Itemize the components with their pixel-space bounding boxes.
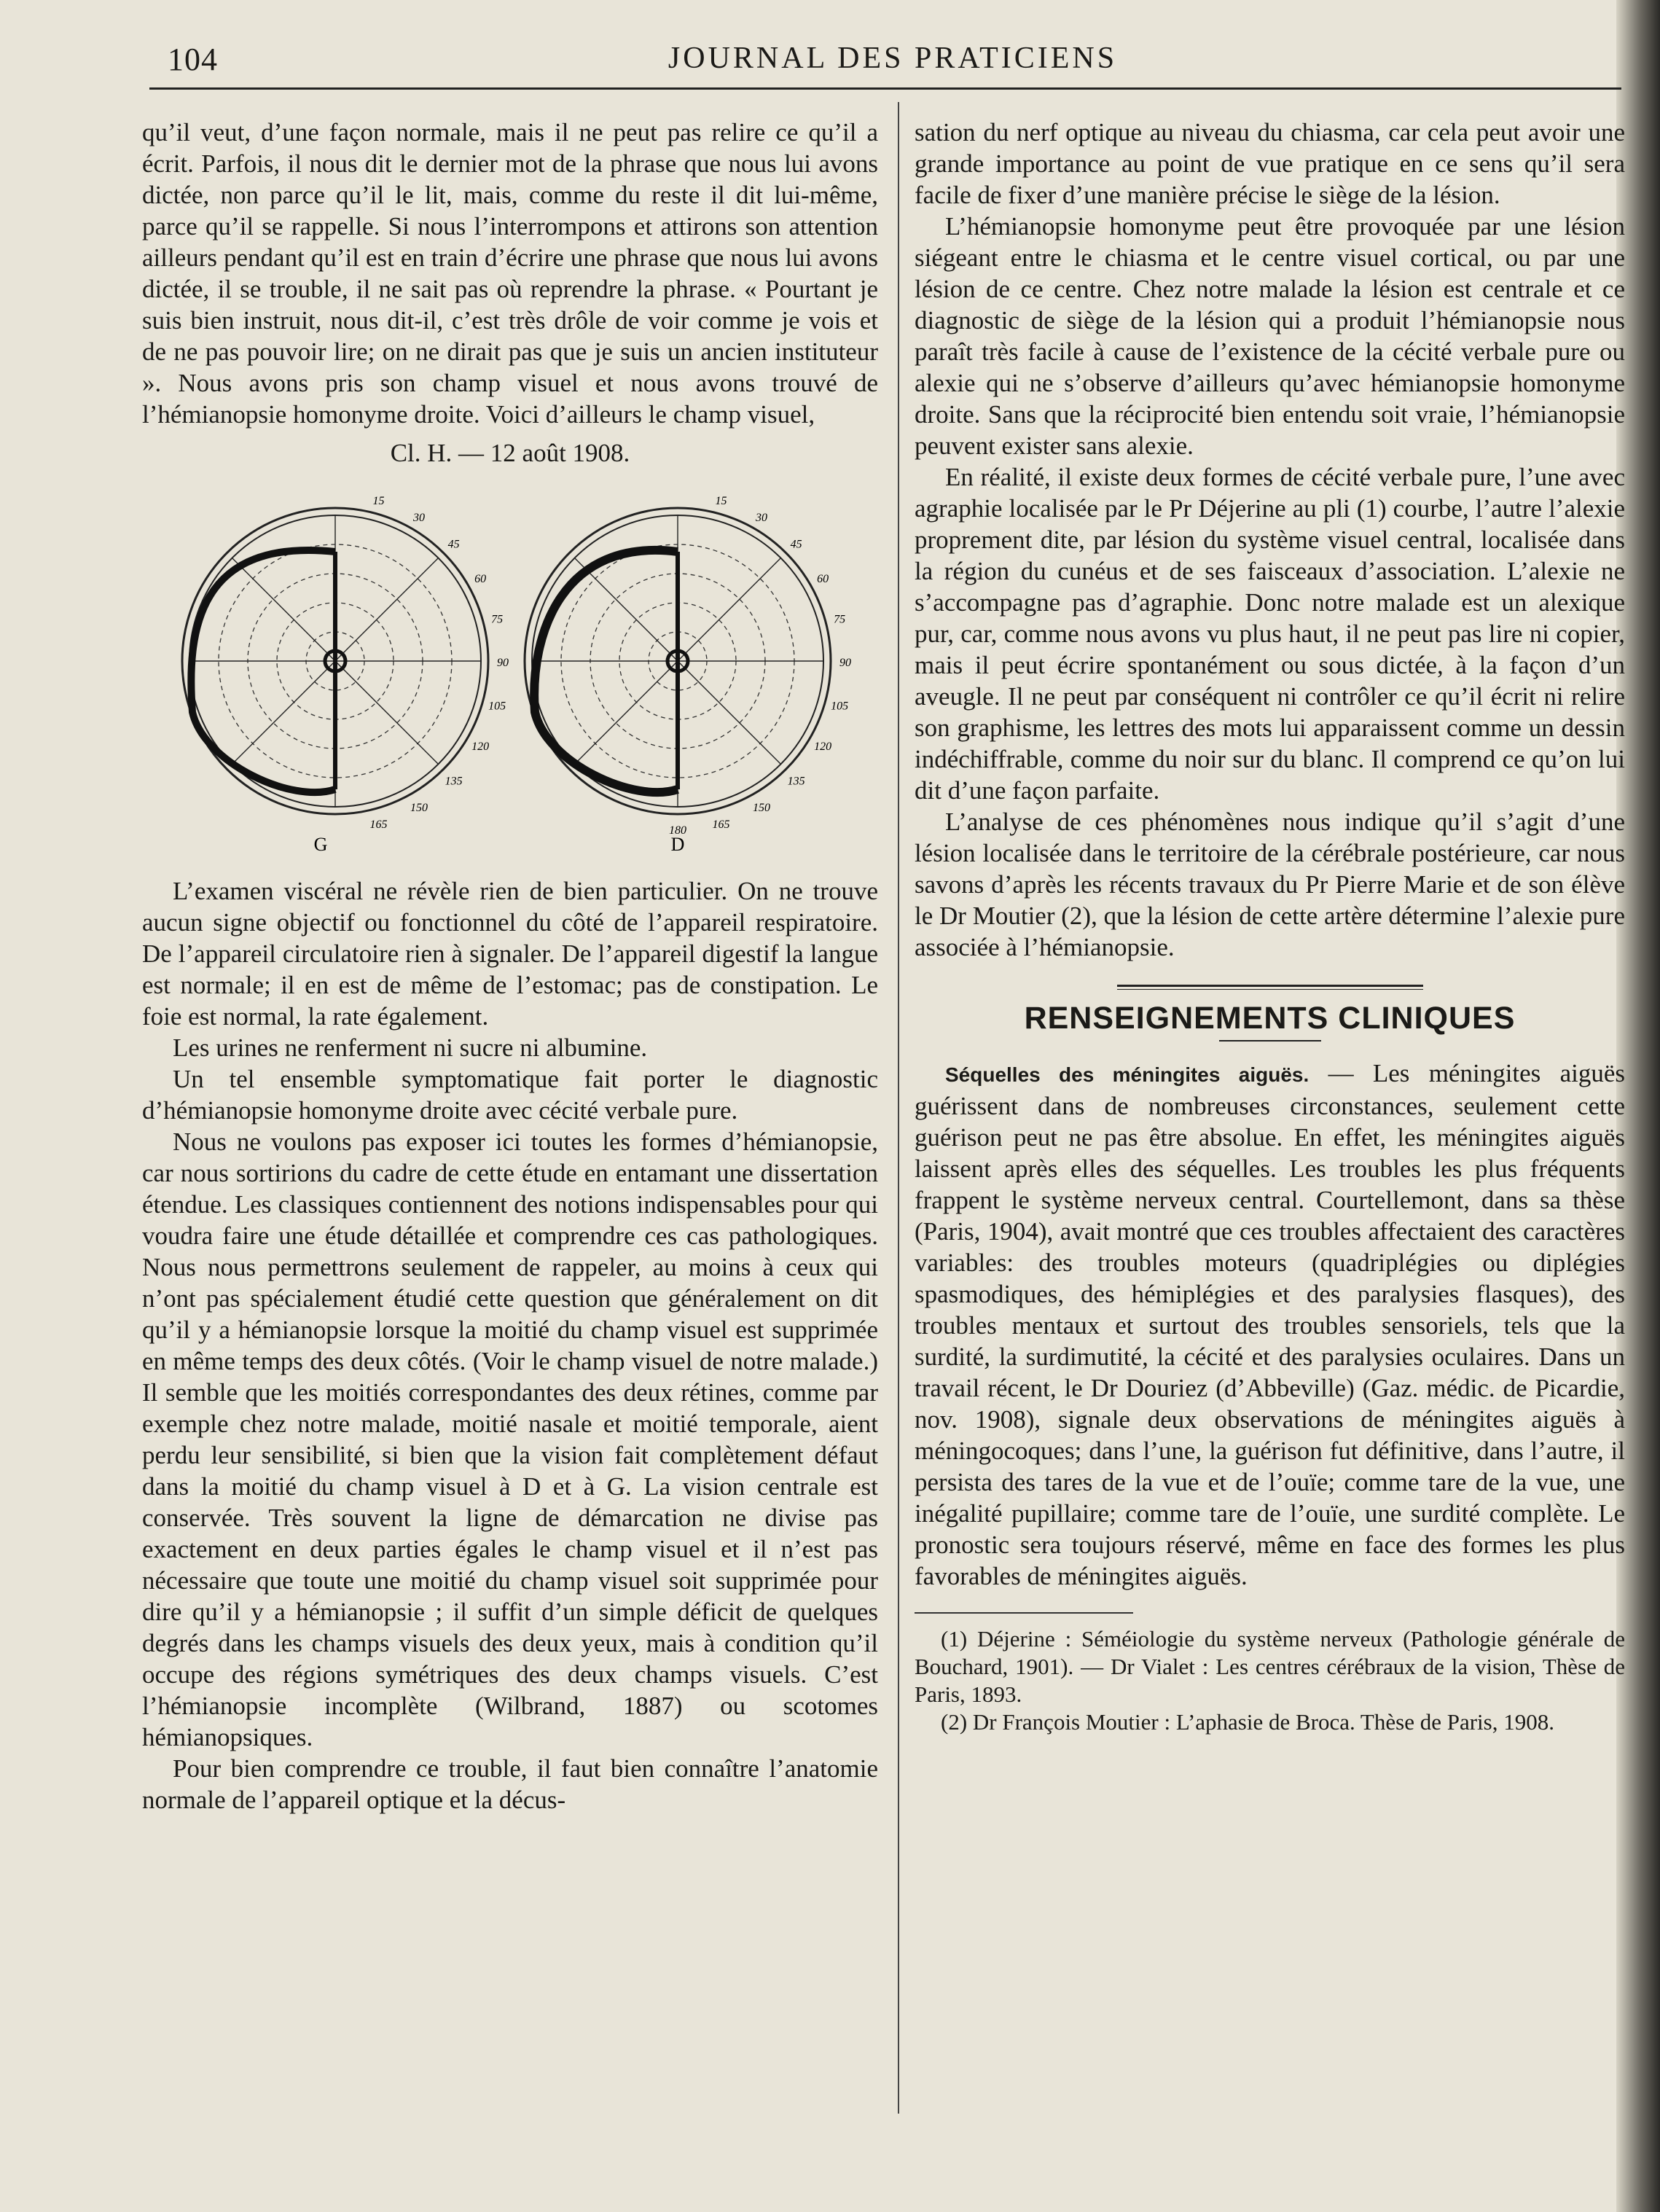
column-rule [898,102,899,2114]
visual-field-right-eye [525,495,851,837]
runin-heading: Séquelles des méningites aiguës. [945,1063,1309,1086]
paragraph: L’analyse de ces phénomènes nous indique qu’il s’agit d’une lésion localisée dans le territoire de la cérébrale postérieure, car nous savons d’après les récents travaux du Pr Pierre Marie et de son élève le Dr Moutier (2), que la lésion de cette artère détermine l’alexie pure associée à l’hémianopsie. [915,808,1625,961]
degree-tick-label: 150 [410,802,428,815]
degree-tick-label: 45 [447,538,460,551]
degree-tick-label: 180 [669,824,686,837]
degree-tick-label: 165 [369,818,388,832]
paragraph: Un tel ensemble symptomatique fait porter le diagnostic d’hémianopsie homonyme droite avec cécité verbale pure. [142,1065,878,1125]
section-double-rule-thin [1117,989,1423,990]
footnotes [915,1625,1625,1736]
paragraph: Pour bien comprendre ce trouble, il faut bien connaître l’anatomie normale de l’appareil optique et la décus- [142,1754,878,1814]
footnote-2: (2) Dr François Moutier : L’aphasie de Broca. Thèse de Paris, 1908. [941,1709,1554,1735]
footnote-rule [915,1612,1133,1614]
paragraph: qu’il veut, d’une façon normale, mais il ne peut pas relire ce qu’il a écrit. Parfois, il nous dit le dernier mot de la phrase que nous lui avons dictée, non parce qu’il le lit, mais, comme du reste il dit lui-même, parce qu’il se rappelle. Si nous l’interrompons et attirons son attention ailleurs pendant qu’il est en train d’écrire une phrase que nous lui avons dictée, il se trouble, il ne sait pas où reprendre la phrase. « Pourtant je suis bien instruit, nous dit-il, c’est très drôle de voir comme je vois et de ne pas pouvoir lire; on ne dirait pas que je suis un ancien instituteur ». Nous avons pris son champ visuel et nous avons trouvé de l’hémianopsie homonyme droite. Voici d’ailleurs le champ visuel, [142,118,878,429]
degree-tick-label: 135 [787,775,805,788]
section-paragraph-text: — Les méningites aiguës guérissent dans de nombreuses circonstances, seulement cette guérison peut ne pas être absolue. En effet, les méningites aiguës laissent après elles des séquelles. Les troubles les plus fréquents frappent le système nerveux central. Courtellemont, dans sa thèse (Paris, 1904), avait montré que ces troubles affectaient des caractères variables: des troubles moteurs (quadriplégies ou diplégies spasmodiques, des hémiplégies et des paralysies flasques), des troubles mentaux et surtout des troubles sensoriels, tels que la surdité, la surdimutité, la cécité et des paralysies oculaires. Dans un travail récent, le Dr Douriez (d’Abbeville) (Gaz. médic. de Picardie, nov. 1908), signale deux observations de méningites aiguës à méningocoques; dans l’une, la guérison fut définitive, dans l’autre, il persista des tares de la vue et de l’ouïe; comme tare de la vue, une inégalité pupillaire; comme tare de l’ouïe, une surdité complète. Le pronostic sera toujours réservé, même en face des formes les plus favorables de méningites aiguës. [915,1059,1626,1590]
paragraph: sation du nerf optique au niveau du chiasma, car cela peut avoir une grande importance au point de vue pratique en ce sens qu’il sera facile de fixer d’une manière précise le siège de la lésion. [915,118,1625,209]
page-header [168,36,1618,80]
figure-caption: Cl. H. — 12 août 1908. [390,439,630,467]
section-paragraph [915,1058,1625,1592]
paragraph: L’hémianopsie homonyme peut être provoquée par une lésion siégeant entre le chiasma et le centre visuel cortical, ou par une lésion de ce centre. Chez notre malade la lésion est centrale et ce diagnostic de siège de la lésion qui a produit l’hémianopsie nous paraît très facile à cause de l’existence de la cécité verbale pure ou alexie qui ne s’observe d’ailleurs qu’avec hémianopsie homonyme droite. Sans que la réciprocité bien entendu soit vraie, l’hémianopsie peuvent exister sans alexie. [915,212,1625,460]
footnote-1: (1) Déjerine : Séméiologie du système nerveux (Pathologie générale de Bouchard, 1901). — Dr Vialet : Les centres cérébraux de la vision, Thèse de Paris, 1893. [915,1626,1625,1707]
visual-field-charts [175,479,851,858]
paragraph: En réalité, il existe deux formes de cécité verbale pure, l’une avec agraphie localisée par le Pr Déjerine au pli (1) courbe, l’autre l’alexie proprement dite, par lésion du système visuel central, localisée dans la région du cunéus et de ses faisceaux d’association. L’alexie ne s’accompagne pas d’agraphie. Donc notre malade est un alexique pur, car, comme nous avons vu plus haut, il ne peut pas lire ni copier, mais il peut écrire spontanément ou sous dictée, à la façon d’un aveugle. Il ne peut par conséquent ni contrôler ce qu’il écrit ni relire son graphisme, les lettres des mots lui apparaissent comme un dessin indéchiffrable, comme du noir sur du blanc. Il comprend ce qu’on lui dit d’une façon parfaite. [915,463,1625,805]
degree-tick-label: 90 [497,657,509,669]
degree-tick-label: 90 [839,657,851,669]
section-double-rule [1117,985,1423,987]
degree-tick-label: 165 [712,818,730,832]
degree-tick-label: 30 [413,511,425,524]
paragraph: Nous ne voulons pas exposer ici toutes les formes d’hémianopsie, car nous sortirions du cadre de cette étude en entamant une dissertation étendue. Les classiques contiennent des notions indispensables pour qui voudra faire une étude détaillée et comprendre ces cas pathologiques. Nous nous permettrons seulement de rappeler, au moins à ceux qui n’ont pas spécialement étudié cette question que généralement on dit qu’il y a hémianopsie lorsque la moitié du champ visuel est supprimée en même temps des deux côtés. (Voir le champ visuel de notre malade.) Il semble que les moitiés correspondantes des deux rétines, comme par exemple chez notre malade, moitié nasale et moitié temporale, aient perdu leur sensibilité, si bien que la vision fait complètement défaut dans la moitié du champ visuel à D et à G. La vision centrale est conservée. Très souvent la ligne de démarcation ne divise pas exactement en deux parties égales le champ visuel et il n’est pas nécessaire que toute une moitié du champ visuel soit supprimée pour dire qu’il y a hémianopsie ; il suffit d’un simple déficit de quelques degrés dans les champs visuels des deux yeux, mais à condition qu’il occupe des régions symétriques des deux champs visuels. C’est l’hémianopsie incomplète (Wilbrand, 1887) ou scotomes hémianopsiques. [142,1128,878,1751]
degree-tick-label: 75 [834,613,846,626]
field-boundary [534,550,678,792]
degree-tick-label: 30 [756,511,767,524]
running-head: JOURNAL DES PRATICIENS [667,42,1118,75]
header-rule [149,87,1621,90]
right-column [915,117,1625,1736]
degree-tick-label: 105 [488,700,506,713]
degree-tick-label: 120 [814,740,832,753]
section-underline [1219,1040,1321,1041]
degree-tick-label: 15 [372,494,385,507]
left-column [142,117,878,1816]
degree-tick-label: 75 [491,613,504,626]
degree-tick-label: 120 [471,740,490,753]
visual-field-figure [142,437,878,858]
degree-tick-label: 105 [831,700,849,713]
field-boundary [191,550,335,792]
degree-tick-label: 135 [445,775,463,788]
paragraph: Les urines ne renferment ni sucre ni albumine. [173,1033,648,1062]
degree-tick-label: 15 [715,494,727,507]
label-g: G [313,834,328,855]
degree-tick-label: 150 [753,802,770,815]
degree-tick-label: 60 [474,573,487,585]
label-d: D [670,834,685,855]
page-number: 104 [168,42,218,77]
degree-tick-label: 45 [790,538,802,551]
degree-tick-label: 60 [817,573,829,585]
visual-field-left-eye [182,495,509,831]
paragraph: L’examen viscéral ne révèle rien de bien particulier. On ne trouve aucun signe objectif ou fonctionnel du côté de l’appareil respiratoire. De l’appareil circulatoire rien à signaler. De l’appareil digestif la langue est normale; il en est de même de l’estomac; pas de constipation. Le foie est normal, la rate également. [142,877,878,1031]
section-title: RENSEIGNEMENTS CLINIQUES [1024,1001,1516,1036]
